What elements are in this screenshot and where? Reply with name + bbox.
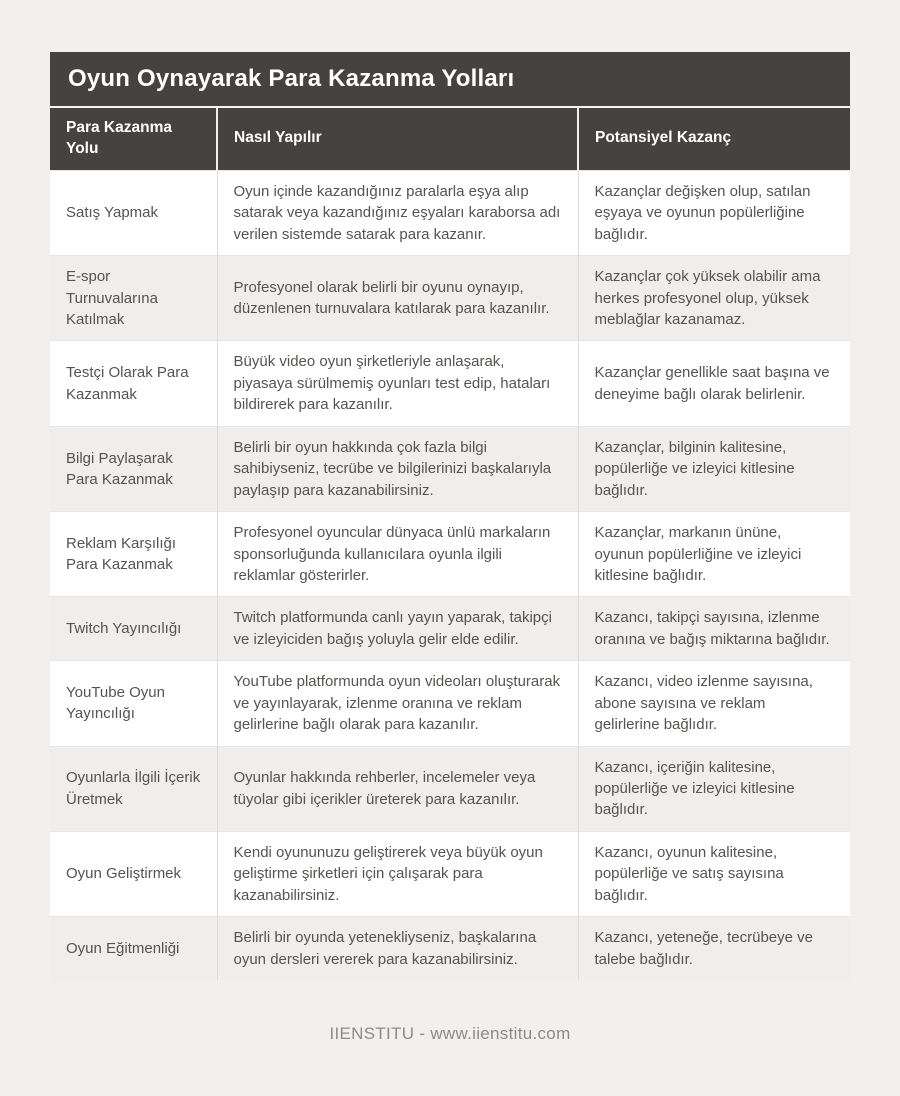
cell-potansiyel-kazanc: Kazancı, takipçi sayısına, izlenme oranına ve bağış miktarına bağlıdır.: [578, 597, 850, 661]
cell-para-kazanma-yolu: Oyunlarla İlgili İçerik Üretmek: [50, 746, 217, 831]
cell-nasil-yapilir: Profesyonel olarak belirli bir oyunu oynayıp, düzenlenen turnuvalara katılarak para kazanılır.: [217, 256, 578, 341]
cell-para-kazanma-yolu: E-spor Turnuvalarına Katılmak: [50, 256, 217, 341]
cell-potansiyel-kazanc: Kazancı, video izlenme sayısına, abone sayısına ve reklam gelirlerine bağlıdır.: [578, 661, 850, 746]
table-title-bar: [50, 52, 850, 108]
page-title: Oyun Oynayarak Para Kazanma Yolları: [68, 65, 515, 92]
column-header-potansiyel-kazanc: Potansiyel Kazanç: [578, 108, 850, 170]
table-row: [50, 426, 850, 511]
cell-nasil-yapilir: Oyun içinde kazandığınız paralarla eşya alıp satarak veya kazandığınız eşyaları karaborsa adı verilen sistemde satarak para kazanır.: [217, 170, 578, 255]
footer-credit: IIENSTITU - www.iienstitu.com: [329, 1024, 571, 1043]
cell-potansiyel-kazanc: Kazançlar çok yüksek olabilir ama herkes profesyonel olup, yüksek meblağlar kazanamaz.: [578, 256, 850, 341]
table-row: [50, 831, 850, 916]
cell-para-kazanma-yolu: YouTube Oyun Yayıncılığı: [50, 661, 217, 746]
cell-potansiyel-kazanc: Kazançlar, bilginin kalitesine, popülerliğe ve izleyici kitlesine bağlıdır.: [578, 426, 850, 511]
column-header-nasil-yapilir: Nasıl Yapılır: [217, 108, 578, 170]
earnings-table: [50, 108, 850, 980]
table-row: [50, 256, 850, 341]
cell-para-kazanma-yolu: Twitch Yayıncılığı: [50, 597, 217, 661]
cell-nasil-yapilir: Belirli bir oyunda yetenekliyseniz, başkalarına oyun dersleri vererek para kazanabilirsiniz.: [217, 917, 578, 980]
table-row: [50, 341, 850, 426]
cell-nasil-yapilir: YouTube platformunda oyun videoları oluşturarak ve yayınlayarak, izlenme oranına ve reklam gelirlerine bağlı olarak para kazanılır.: [217, 661, 578, 746]
cell-nasil-yapilir: Belirli bir oyun hakkında çok fazla bilgi sahibiyseniz, tecrübe ve bilgilerinizi başkalarıyla paylaşıp para kazanabilirsiniz.: [217, 426, 578, 511]
cell-para-kazanma-yolu: Satış Yapmak: [50, 170, 217, 255]
cell-nasil-yapilir: Büyük video oyun şirketleriyle anlaşarak, piyasaya sürülmemiş oyunları test edip, hataları bildirerek para kazanılır.: [217, 341, 578, 426]
cell-para-kazanma-yolu: Testçi Olarak Para Kazanmak: [50, 341, 217, 426]
earnings-table-card: [50, 52, 850, 980]
cell-potansiyel-kazanc: Kazancı, yeteneğe, tecrübeye ve talebe bağlıdır.: [578, 917, 850, 980]
cell-nasil-yapilir: Oyunlar hakkında rehberler, incelemeler veya tüyolar gibi içerikler üreterek para kazanılır.: [217, 746, 578, 831]
table-row: [50, 170, 850, 255]
cell-para-kazanma-yolu: Oyun Eğitmenliği: [50, 917, 217, 980]
table-header: [50, 108, 850, 170]
cell-potansiyel-kazanc: Kazançlar değişken olup, satılan eşyaya ve oyunun popülerliğine bağlıdır.: [578, 170, 850, 255]
table-row: [50, 512, 850, 597]
cell-para-kazanma-yolu: Oyun Geliştirmek: [50, 831, 217, 916]
cell-potansiyel-kazanc: Kazançlar, markanın ününe, oyunun popülerliğine ve izleyici kitlesine bağlıdır.: [578, 512, 850, 597]
table-body: [50, 170, 850, 980]
table-row: [50, 661, 850, 746]
cell-nasil-yapilir: Kendi oyununuzu geliştirerek veya büyük oyun geliştirme şirketleri için çalışarak para kazanabilirsiniz.: [217, 831, 578, 916]
table-row: [50, 746, 850, 831]
header-row: [50, 108, 850, 170]
cell-nasil-yapilir: Profesyonel oyuncular dünyaca ünlü markaların sponsorluğunda kullanıcılara oyunla ilgili reklamlar gösterirler.: [217, 512, 578, 597]
cell-nasil-yapilir: Twitch platformunda canlı yayın yaparak, takipçi ve izleyiciden bağış yoluyla gelir elde edilir.: [217, 597, 578, 661]
cell-para-kazanma-yolu: Bilgi Paylaşarak Para Kazanmak: [50, 426, 217, 511]
table-row: [50, 917, 850, 980]
cell-potansiyel-kazanc: Kazançlar genellikle saat başına ve deneyime bağlı olarak belirlenir.: [578, 341, 850, 426]
cell-para-kazanma-yolu: Reklam Karşılığı Para Kazanmak: [50, 512, 217, 597]
cell-potansiyel-kazanc: Kazancı, oyunun kalitesine, popülerliğe ve satış sayısına bağlıdır.: [578, 831, 850, 916]
table-row: [50, 597, 850, 661]
column-header-para-kazanma-yolu: Para Kazanma Yolu: [50, 108, 217, 170]
cell-potansiyel-kazanc: Kazancı, içeriğin kalitesine, popülerliğe ve izleyici kitlesine bağlıdır.: [578, 746, 850, 831]
